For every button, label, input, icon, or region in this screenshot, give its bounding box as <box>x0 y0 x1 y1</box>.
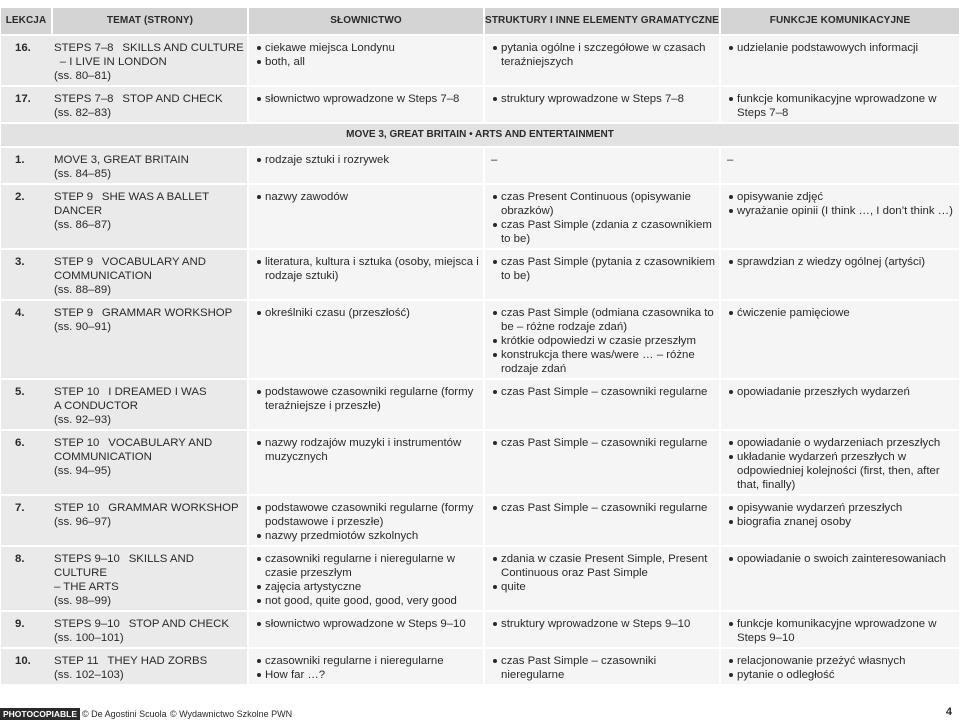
unit-heading: MOVE 3, GREAT BRITAIN • ARTS AND ENTERTAINMENT <box>1 123 959 147</box>
topic-line: – THE ARTS <box>54 581 119 593</box>
vocabulary-item: nazwy rodzajów muzyki i instrumentów muzycznych <box>257 436 480 464</box>
vocabulary-item-list <box>249 617 483 631</box>
functions-cell <box>720 546 959 611</box>
lesson-number: 1. <box>15 154 25 166</box>
grammar-cell <box>484 379 720 430</box>
table-row <box>1 546 959 611</box>
grammar-cell <box>484 430 720 495</box>
function-item-list <box>721 617 959 645</box>
function-item-list <box>721 92 959 120</box>
functions-cell <box>720 379 959 430</box>
function-item-list <box>721 255 959 269</box>
functions-cell <box>720 184 959 249</box>
grammar-cell <box>484 249 720 300</box>
grammar-item: czas Past Simple – czasowniki regularne <box>493 501 716 515</box>
vocabulary-cell <box>248 184 484 249</box>
topic-line: (ss. 96–97) <box>54 516 111 528</box>
vocabulary-cell <box>248 379 484 430</box>
vocabulary-cell <box>248 300 484 379</box>
topic-cell <box>52 611 248 648</box>
topic-line: (ss. 82–83) <box>54 107 111 119</box>
functions-cell <box>720 648 959 684</box>
vocabulary-item-list <box>249 501 483 543</box>
grammar-item: czas Past Simple (zdania z czasownikiem to be) <box>493 218 716 246</box>
function-item-list <box>721 654 959 682</box>
grammar-item: czas Past Simple – czasowniki regularne <box>493 436 716 450</box>
functions-cell <box>720 495 959 546</box>
copyright-pwn: © Wydawnictwo Szkolne PWN <box>170 709 293 719</box>
vocabulary-cell <box>248 147 484 184</box>
function-item-list <box>721 41 959 55</box>
topic-line: (ss. 90–91) <box>54 321 111 333</box>
vocabulary-item: czasowniki regularne i nieregularne <box>257 654 480 668</box>
grammar-cell <box>484 648 720 684</box>
topic-line: COMMUNICATION <box>54 451 152 463</box>
unit-rows <box>1 147 959 684</box>
table-row <box>1 300 959 379</box>
vocabulary-item-list <box>249 153 483 167</box>
topic-line: (ss. 100–101) <box>54 632 124 644</box>
grammar-cell <box>484 611 720 648</box>
function-item-list <box>721 190 959 218</box>
table-row <box>1 184 959 249</box>
function-item: udzielanie podstawowych informacji <box>729 41 956 55</box>
functions-cell <box>720 430 959 495</box>
topic-line: MOVE 3, GREAT BRITAIN <box>54 154 189 166</box>
table-row <box>1 611 959 648</box>
vocabulary-item-list <box>249 436 483 464</box>
grammar-item-list <box>485 92 719 106</box>
grammar-cell <box>484 86 720 123</box>
grammar-item: czas Past Simple (pytania z czasownikiem to be) <box>493 255 716 283</box>
vocabulary-item: podstawowe czasowniki regularne (formy teraźniejsze i przeszłe) <box>257 385 480 413</box>
table-row <box>1 35 959 86</box>
vocabulary-item-list <box>249 92 483 106</box>
vocabulary-item: both, all <box>257 55 480 69</box>
topic-cell <box>52 379 248 430</box>
function-item: funkcje komunikacyjne wprowadzone w Steps 9–10 <box>729 617 956 645</box>
topic-line: (ss. 84–85) <box>54 168 111 180</box>
topic-line: STEPS 7–8 STOP AND CHECK <box>54 93 223 105</box>
lesson-number: 5. <box>15 386 25 398</box>
function-item: opisywanie wydarzeń przeszłych <box>729 501 956 515</box>
topic-line: STEP 9 GRAMMAR WORKSHOP <box>54 307 233 319</box>
function-item: układanie wydarzeń przeszłych w odpowiedniej kolejności (first, then, after that, finally) <box>729 450 956 492</box>
lesson-number: 4. <box>15 307 25 319</box>
functions-cell <box>720 35 959 86</box>
topic-line: (ss. 80–81) <box>54 70 111 82</box>
grammar-item-list <box>485 190 719 246</box>
lesson-number: 16. <box>15 42 31 54</box>
topic-cell <box>52 300 248 379</box>
table-row <box>1 648 959 684</box>
function-item-list <box>721 436 959 492</box>
vocabulary-item-list <box>249 190 483 204</box>
lesson-number: 17. <box>15 93 31 105</box>
grammar-item-list <box>485 385 719 399</box>
function-item: biografia znanej osoby <box>729 515 956 529</box>
topic-cell <box>52 86 248 123</box>
vocabulary-item-list <box>249 654 483 682</box>
vocabulary-item: zajęcia artystyczne <box>257 580 480 594</box>
topic-line: (ss. 86–87) <box>54 219 111 231</box>
topic-line: STEP 10 VOCABULARY AND <box>54 437 213 449</box>
page-footer <box>0 708 960 720</box>
grammar-item: zdania w czasie Present Simple, Present Continuous oraz Past Simple <box>493 552 716 580</box>
grammar-item-list <box>485 617 719 631</box>
grammar-item: konstrukcja there was/were … – różne rodzaje zdań <box>493 348 716 376</box>
vocabulary-cell <box>248 430 484 495</box>
vocabulary-item: How far …? <box>257 668 480 682</box>
topic-line: COMMUNICATION <box>54 270 152 282</box>
function-item: opisywanie zdjęć <box>729 190 956 204</box>
vocabulary-item-list <box>249 41 483 69</box>
topic-line: (ss. 98–99) <box>54 595 111 607</box>
vocabulary-item: rodzaje sztuki i rozrywek <box>257 153 480 167</box>
lesson-number: 8. <box>15 553 25 565</box>
grammar-item-list <box>485 306 719 376</box>
vocabulary-cell <box>248 35 484 86</box>
function-item: opowiadanie przeszłych wydarzeń <box>729 385 956 399</box>
topic-cell <box>52 184 248 249</box>
function-item-list <box>721 306 959 320</box>
function-item: opowiadanie o wydarzeniach przeszłych <box>729 436 956 450</box>
lesson-number-cell <box>1 35 52 86</box>
functions-cell <box>720 147 959 184</box>
topic-line: STEP 11 THEY HAD ZORBS <box>54 655 208 667</box>
topic-line: (ss. 88–89) <box>54 284 111 296</box>
grammar-item: czas Past Simple – czasowniki regularne <box>493 385 716 399</box>
lesson-number-cell <box>1 495 52 546</box>
grammar-item: krótkie odpowiedzi w czasie przeszłym <box>493 334 716 348</box>
vocabulary-cell <box>248 86 484 123</box>
function-item: opowiadanie o swoich zainteresowaniach <box>729 552 956 566</box>
vocabulary-item: ciekawe miejsca Londynu <box>257 41 480 55</box>
function-item-list <box>721 552 959 566</box>
functions-cell <box>720 86 959 123</box>
grammar-item-list <box>485 255 719 283</box>
lesson-number-cell <box>1 249 52 300</box>
grammar-item: struktury wprowadzone w Steps 9–10 <box>493 617 716 631</box>
topic-line: (ss. 102–103) <box>54 669 124 681</box>
lesson-number-cell <box>1 546 52 611</box>
function-item: funkcje komunikacyjne wprowadzone w Steps 7–8 <box>729 92 956 120</box>
table-row <box>1 147 959 184</box>
header-grammar: STRUKTURY I INNE ELEMENTY GRAMATYCZNE <box>484 8 720 35</box>
topic-line: STEPS 7–8 SKILLS AND CULTURE <box>54 42 244 54</box>
header-vocabulary: SŁOWNICTWO <box>248 8 484 35</box>
table-row <box>1 86 959 123</box>
vocabulary-item: nazwy przedmiotów szkolnych <box>257 529 480 543</box>
function-item: wyrażanie opinii (I think …, I don’t think …) <box>729 204 956 218</box>
grammar-cell <box>484 300 720 379</box>
function-item: ćwiczenie pamięciowe <box>729 306 956 320</box>
functions-cell <box>720 611 959 648</box>
lesson-number: 10. <box>15 655 31 667</box>
lesson-number-cell <box>1 86 52 123</box>
vocabulary-cell <box>248 546 484 611</box>
grammar-cell <box>484 35 720 86</box>
topic-cell <box>52 495 248 546</box>
topic-line: STEP 9 VOCABULARY AND <box>54 256 206 268</box>
topic-line: STEP 9 SHE WAS A BALLET <box>54 191 210 203</box>
lesson-number-cell <box>1 379 52 430</box>
lesson-number: 6. <box>15 437 25 449</box>
topic-cell <box>52 249 248 300</box>
topic-cell <box>52 648 248 684</box>
grammar-item: quite <box>493 580 716 594</box>
empty-dash: – <box>727 154 734 166</box>
unit-heading-row <box>1 123 959 147</box>
function-item-list <box>721 501 959 529</box>
page-number: 4 <box>945 706 952 718</box>
grammar-cell <box>484 495 720 546</box>
lesson-number-cell <box>1 430 52 495</box>
topic-line: A CONDUCTOR <box>54 400 138 412</box>
vocabulary-item: słownictwo wprowadzone w Steps 7–8 <box>257 92 480 106</box>
grammar-item-list <box>485 501 719 515</box>
lesson-number-cell <box>1 611 52 648</box>
topic-line: STEPS 9–10 SKILLS AND CULTURE <box>54 553 194 579</box>
lesson-number: 3. <box>15 256 25 268</box>
grammar-cell <box>484 147 720 184</box>
function-item: pytanie o odległość <box>729 668 956 682</box>
vocabulary-cell <box>248 495 484 546</box>
vocabulary-cell <box>248 611 484 648</box>
grammar-item: pytania ogólne i szczegółowe w czasach teraźniejszych <box>493 41 716 69</box>
functions-cell <box>720 249 959 300</box>
grammar-item-list <box>485 654 719 682</box>
grammar-item: czas Past Simple – czasowniki nieregularne <box>493 654 716 682</box>
copyright-de-agostini: © De Agostini Scuola <box>82 709 167 719</box>
vocabulary-item: słownictwo wprowadzone w Steps 9–10 <box>257 617 480 631</box>
header-lesson: LEKCJA <box>1 8 52 35</box>
grammar-item: czas Present Continuous (opisywanie obrazków) <box>493 190 716 218</box>
photocopiable-badge: PHOTOCOPIABLE <box>0 708 80 720</box>
topic-line: STEP 10 GRAMMAR WORKSHOP <box>54 502 239 514</box>
function-item: sprawdzian z wiedzy ogólnej (artyści) <box>729 255 956 269</box>
function-item-list <box>721 385 959 399</box>
lesson-number-cell <box>1 147 52 184</box>
header-functions: FUNKCJE KOMUNIKACYJNE <box>720 8 959 35</box>
grammar-item: struktury wprowadzone w Steps 7–8 <box>493 92 716 106</box>
table-row <box>1 379 959 430</box>
topic-cell <box>52 35 248 86</box>
lesson-number-cell <box>1 648 52 684</box>
vocabulary-item-list <box>249 255 483 283</box>
vocabulary-item-list <box>249 552 483 608</box>
grammar-cell <box>484 546 720 611</box>
vocabulary-cell <box>248 249 484 300</box>
vocabulary-item-list <box>249 385 483 413</box>
vocabulary-item: not good, quite good, good, very good <box>257 594 480 608</box>
vocabulary-item-list <box>249 306 483 320</box>
lesson-number: 7. <box>15 502 25 514</box>
vocabulary-item: nazwy zawodów <box>257 190 480 204</box>
previous-unit-rows <box>1 35 959 123</box>
vocabulary-item: podstawowe czasowniki regularne (formy podstawowe i przeszłe) <box>257 501 480 529</box>
vocabulary-cell <box>248 648 484 684</box>
table-row <box>1 249 959 300</box>
lesson-number-cell <box>1 300 52 379</box>
vocabulary-item: określniki czasu (przeszłość) <box>257 306 480 320</box>
topic-cell <box>52 147 248 184</box>
topic-line: – I LIVE IN LONDON <box>54 56 167 68</box>
topic-line: STEPS 9–10 STOP AND CHECK <box>54 618 229 630</box>
vocabulary-item: literatura, kultura i sztuka (osoby, miejsca i rodzaje sztuki) <box>257 255 480 283</box>
grammar-item-list <box>485 41 719 69</box>
grammar-cell <box>484 184 720 249</box>
table-row <box>1 430 959 495</box>
grammar-item-list <box>485 552 719 594</box>
grammar-item: czas Past Simple (odmiana czasownika to be – różne rodzaje zdań) <box>493 306 716 334</box>
empty-dash: – <box>491 154 498 166</box>
functions-cell <box>720 300 959 379</box>
grammar-item-list <box>485 436 719 450</box>
topic-line: (ss. 92–93) <box>54 414 111 426</box>
topic-line: STEP 10 I DREAMED I WAS <box>54 386 207 398</box>
lesson-number-cell <box>1 184 52 249</box>
topic-cell <box>52 546 248 611</box>
vocabulary-item: czasowniki regularne i nieregularne w czasie przeszłym <box>257 552 480 580</box>
topic-line: DANCER <box>54 205 103 217</box>
header-topic: TEMAT (STRONY) <box>52 8 248 35</box>
function-item: relacjonowanie przeżyć własnych <box>729 654 956 668</box>
lesson-plan-table <box>1 8 959 684</box>
lesson-number: 9. <box>15 618 25 630</box>
lesson-number: 2. <box>15 191 25 203</box>
table-header-row <box>1 8 959 35</box>
topic-cell <box>52 430 248 495</box>
topic-line: (ss. 94–95) <box>54 465 111 477</box>
table-row <box>1 495 959 546</box>
